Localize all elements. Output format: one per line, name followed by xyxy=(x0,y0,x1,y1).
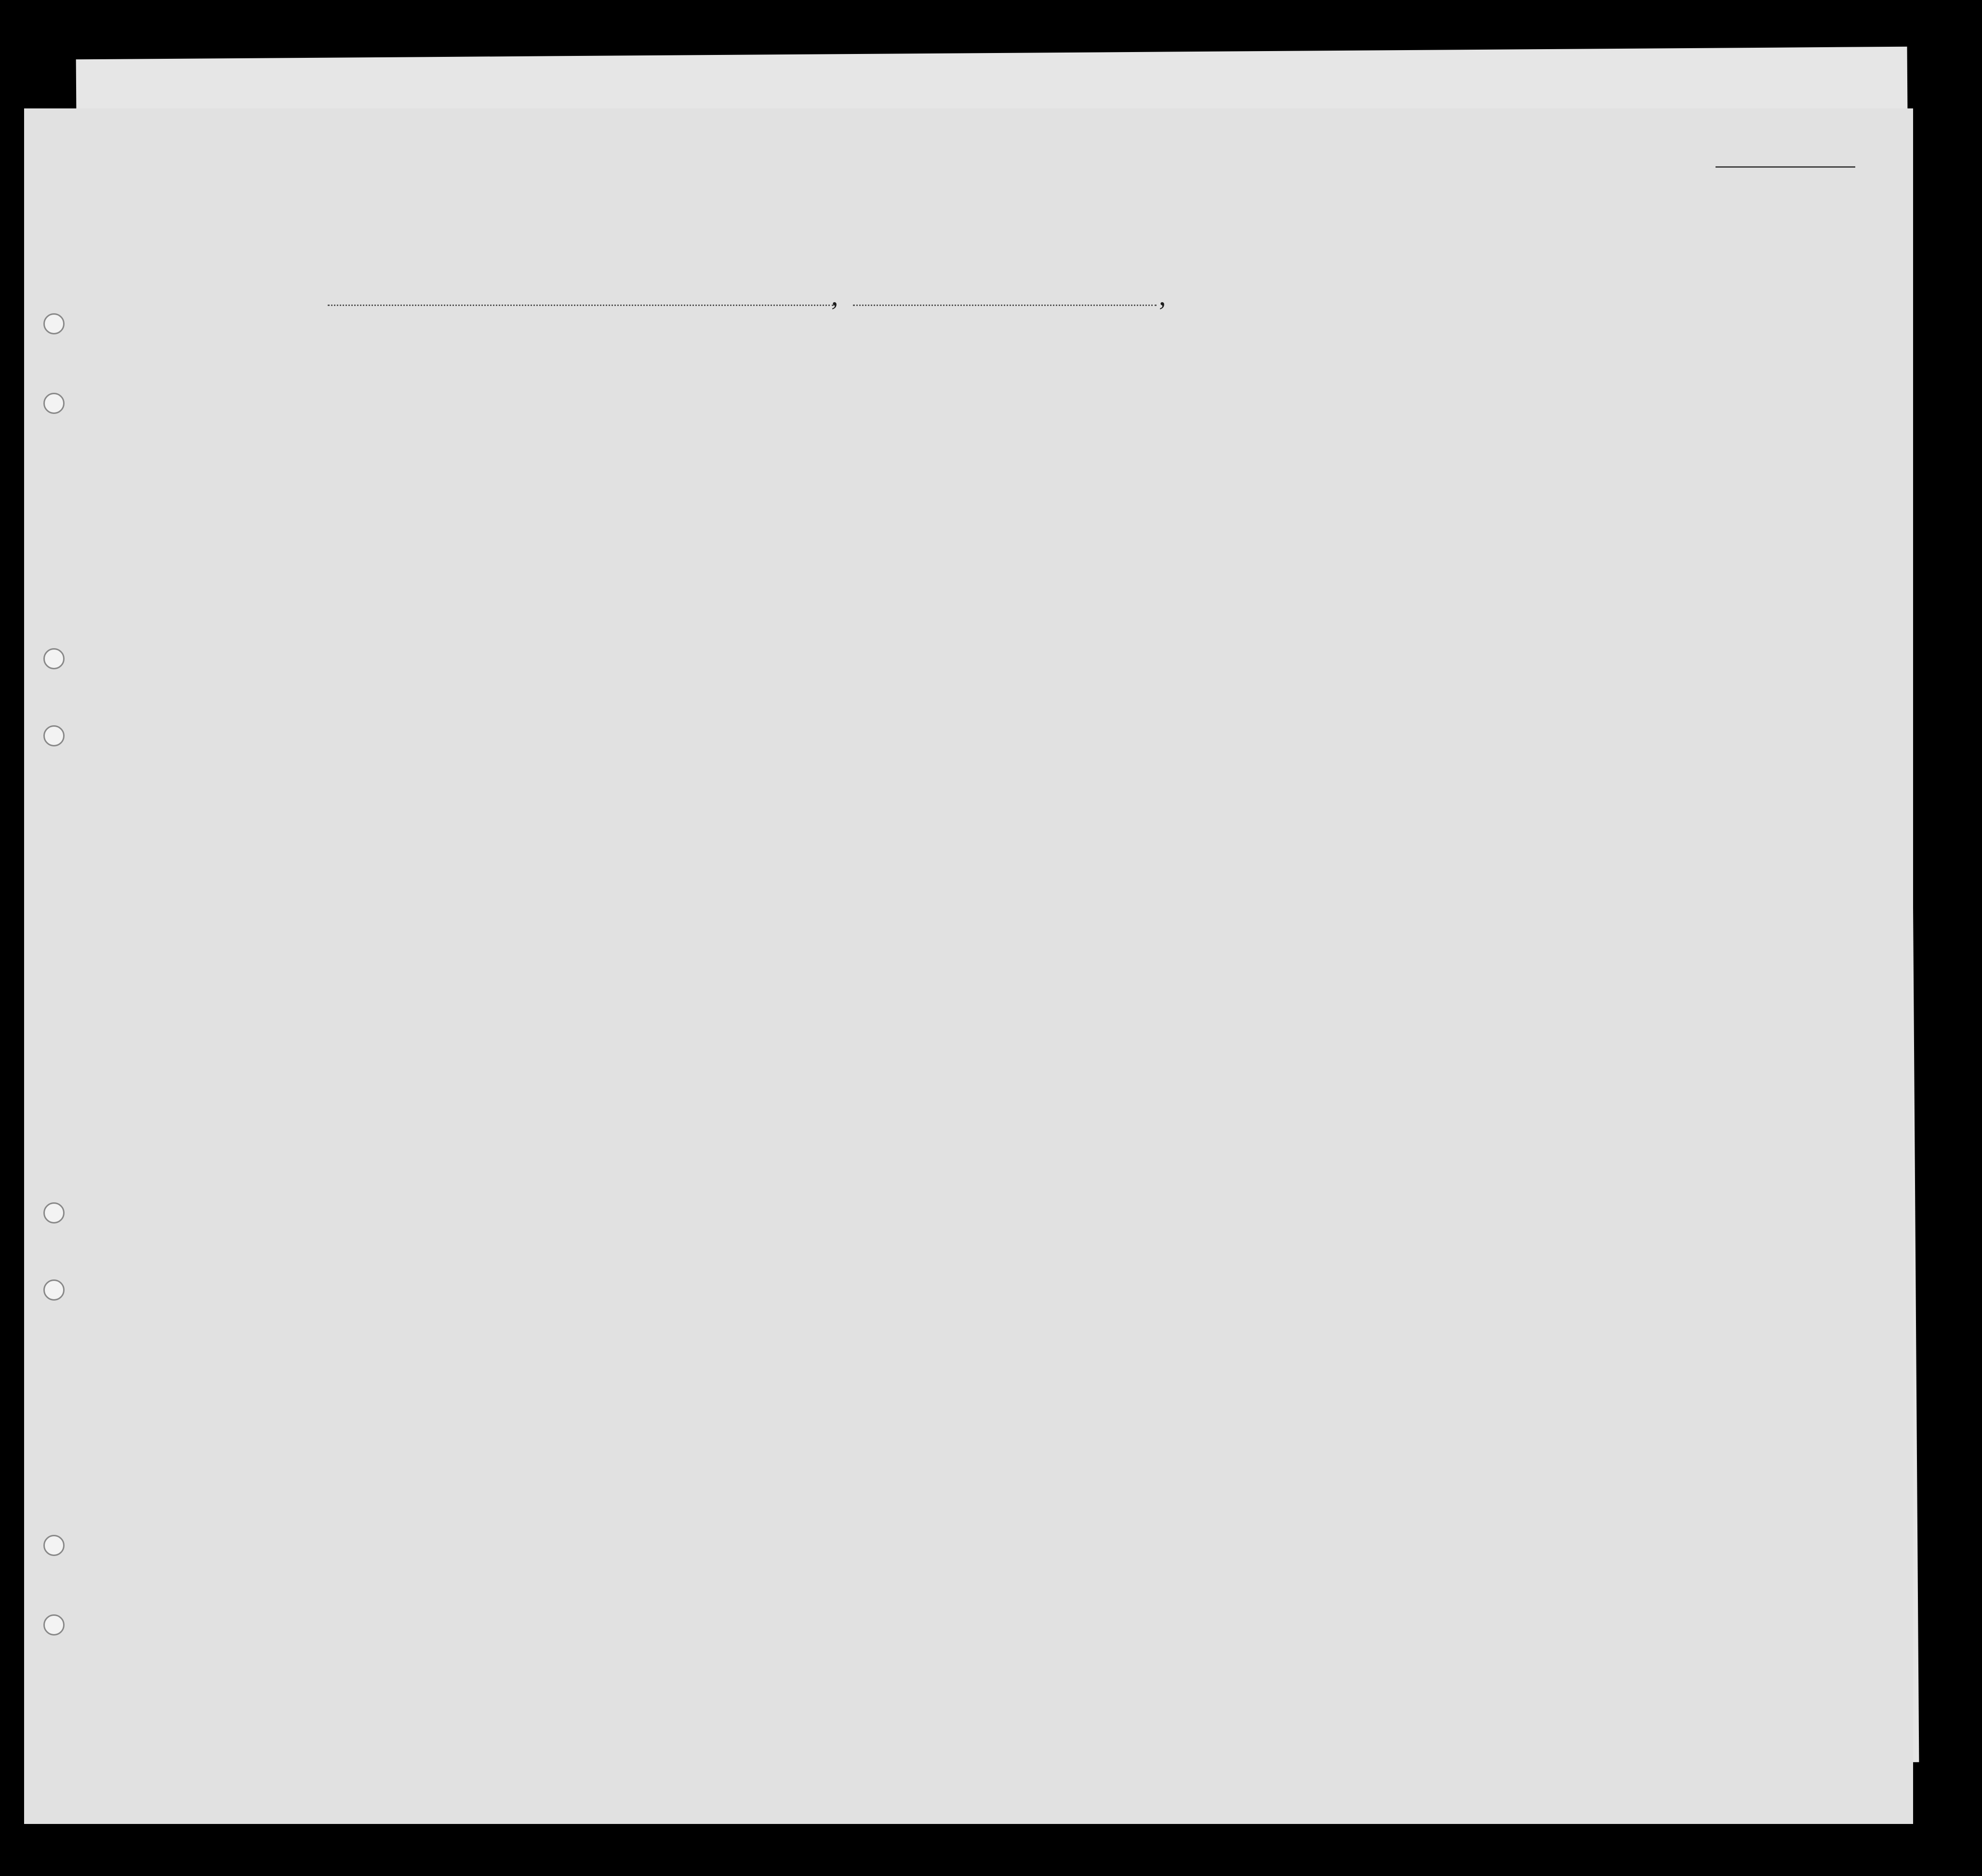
binder-hole xyxy=(43,648,65,669)
binder-hole xyxy=(43,1279,65,1301)
binder-hole xyxy=(43,1535,65,1556)
binder-hole xyxy=(43,1202,65,1224)
comma-mark: , xyxy=(1159,280,1166,311)
binder-hole xyxy=(43,313,65,334)
binder-hole xyxy=(43,1614,65,1636)
binder-hole xyxy=(43,393,65,414)
binder-hole xyxy=(43,725,65,746)
comma-mark: , xyxy=(831,280,838,311)
